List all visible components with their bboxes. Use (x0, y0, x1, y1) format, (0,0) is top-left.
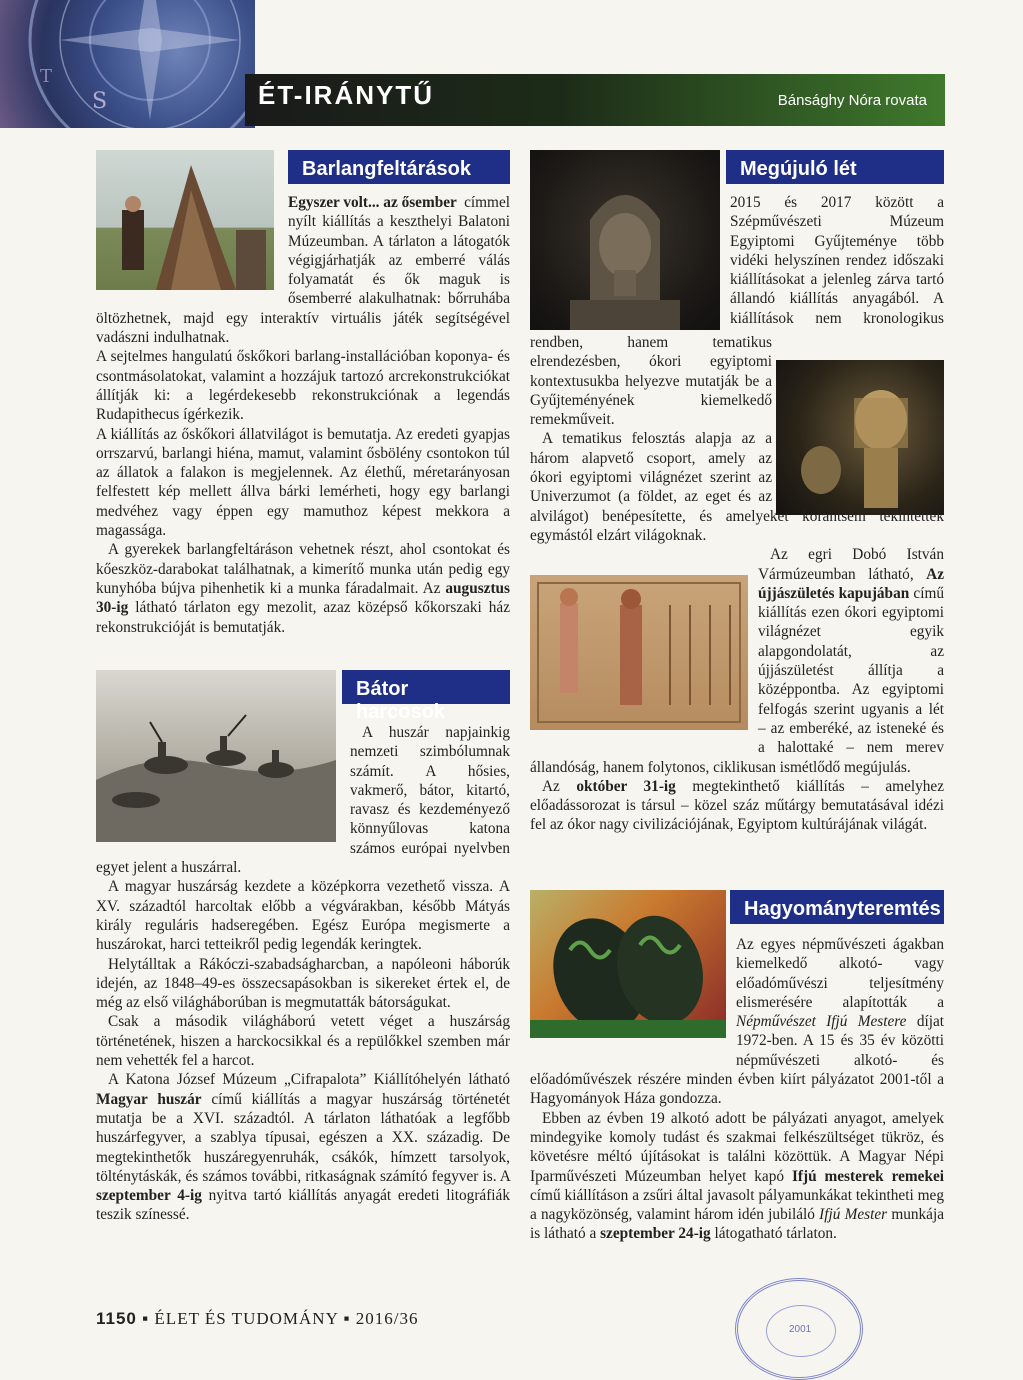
megujulo-p4-c: megtekinthető kiállítás – amelyhez előadássorozat is társul – közel száz műtárgy bemutatásával idézi fel az ókor nagy civilizációjának, Egyiptom kultúrájának világát. (530, 777, 944, 834)
megujulo-date: október 31-ig (576, 777, 676, 795)
svg-text:S: S (92, 89, 108, 114)
issue-number: 2016/36 (355, 1309, 419, 1328)
bator-paragraph-4: Csak a második világháború vetett véget a huszárság történetének, hiszen a harckocsikkal és a repülőkkel szemben már nem vehették fel a harcot. (96, 1013, 510, 1070)
hagyomany-ifju-mester: Ifjú Mester (819, 1206, 888, 1224)
stamp-year: 2001 (789, 1324, 812, 1335)
barlang-lead-bold: Egyszer volt... az ősember (288, 194, 457, 211)
heading-barlangfeltarasok: Barlangfeltárások (288, 150, 510, 184)
magazine-name: ÉLET ÉS TUDOMÁNY (154, 1309, 339, 1328)
hagyomany-p1-a: Az egyes népművészeti ágakban kiemelkedő alkotó- vagy előadóművészi teljesítmény elismerésére alapították a (736, 936, 944, 1011)
hagyomany-p2-c: című kiállításon a zsűri által javasolt pályamunkákat tekintheti meg a nagyközönség, valamint három idén jubiláló (530, 1186, 944, 1224)
megujulo-body (530, 193, 944, 835)
megujulo-p3-a: Az egri Dobó István Vármúzeumban látható, (758, 546, 944, 583)
page-footer: 1150 ▪ ÉLET ÉS TUDOMÁNY ▪ 2016/36 (96, 1309, 419, 1328)
hagyomany-award: Népművészet Ifjú Mestere (736, 1013, 907, 1031)
bator-body (96, 723, 510, 1225)
bator-p5-a: A Katona József Múzeum „Cifrapalota” Kiállítóhelyén látható (108, 1071, 510, 1089)
heading-bator-harcosok: Bátor harcosok (342, 670, 510, 704)
page-number: 1150 (96, 1309, 137, 1328)
megujulo-p4-a: Az (542, 777, 577, 795)
megujulo-paragraph-1: 2015 és 2017 között a Szépművészeti Múzeum Egyiptomi Gyűjteménye több vidéki helyszínen rendez időszaki kiállításokat a jelenleg zárva tartó állandó kiállítás anyagából. A kiállítások nem kronologikus rendben, hanem tematikus elrendezésben, ókori egyiptomi kontextusukba helyezve mutatják be a Gyűjteményének kiemelkedő remekműveit. (530, 194, 944, 429)
hagyomany-p1-c: díjat 1972-ben. A 15 és 35 év közötti népművészeti alkotó- és előadóművészek részére minden évben kiírt pályázatot 2001-től a Hagyományok Háza gondozza. (530, 1013, 945, 1108)
barlang-date: augusztus 30-ig (96, 579, 510, 617)
hagyomany-p2-a: Ebben az évben 19 alkotó adott be pályázati anyagot, amelyek mindegyike komoly tudást és szakmai felkészültséget tükröz, és követésre méltó újításokat is találni közöttük. A Magyar Népi Iparművészeti Múzeumban helyet kapó (530, 1109, 944, 1185)
barlang-paragraph-3: A kiállítás az őskőkori állatvilágot is bemutatja. Az eredeti gyapjas orrszarvú, barlangi hiéna, mamut, valamint ősbölény csontokon túl az állatok a falakon is megjelennek. Az élethű, méretarányosan felfestett kép mellett állva bárki lemérheti, hogy egy barlangi medvéhez vagy éppen egy mamuthoz képest mekkora a magassága. (96, 425, 510, 540)
megujulo-exhibit-title: Az újjászületés kapujában (758, 565, 944, 602)
compass-rose-image (0, 0, 255, 128)
hagyomany-body (530, 935, 944, 1244)
bator-paragraph-1: A huszár napjainkig nemzeti szimbólumnak számít. A hősies, vakmerő, bátor, kitartó, ravasz és kezdeményező könnyűlovas katona számos európai nyelvben egyet jelent a huszárral. (96, 724, 510, 877)
column-author: Bánsághy Nóra rovata (777, 92, 927, 109)
bator-p5-c: című kiállítás a magyar huszárság történetét mutatja be a XVI. századtól. A tárlaton láthatóak a legfőbb huszárfegyver, a szablya típusai, egészen a XX. századig. De megtekinthetők huszáregyenruhák, csákók, hímzett tarsolyok, tölténytáskák, és számos további, ritkaságnak számító fegyver is. A (96, 1090, 510, 1185)
bator-exhibit-title: Magyar huszár (96, 1090, 202, 1108)
hagyomany-exhibit-title: Ifjú mesterek remekei (791, 1167, 945, 1185)
hagyomany-date: szeptember 24-ig (600, 1225, 711, 1243)
hagyomany-p2-g: látogatható tárlaton. (710, 1225, 837, 1243)
barlang-p4-c: látható tárlaton egy mezolit, azaz középső kőkorszaki ház rekonstrukcióját is bemutatják. (96, 599, 510, 636)
barlang-lead-text: címmel nyílt kiállítás a keszthelyi Balatoni Múzeumban. A tárlaton a látogatók végigjárhatják az emberré válás folyamatát és ők maguk is ősemberré alakulhatnak: bőrruhába öltözhetnek, majd egy interaktív virtuális játék segítségével vadászni indulhatnak. (96, 194, 510, 347)
svg-text:T: T (40, 66, 53, 87)
heading-hagyomanyteremtes: Hagyományteremtés (730, 890, 944, 924)
megujulo-p3-c: című kiállítás ezen ókori egyiptomi világnézet egyik alapgondolatát, az újjászületést állítja a középpontba. Az egyiptomi felfogás szerint ugyanis a lét – az emberéké, az isteneké és a halottaké – nem merev állandóság, hanem folytonos, ciklikusan ismétlődő megújulás. (530, 584, 944, 776)
bator-p5-e: nyitva tartó kiállítás anyagát eredeti litográfiák teszik színessé. (96, 1187, 510, 1224)
library-stamp (735, 1278, 863, 1380)
megujulo-paragraph-2: A tematikus felosztás alapja az a három alapvető csoport, amely az ókori egyiptomi világnézet szerint az Univerzumot (a földet, az eget és az alvilágot) benépesítette, és amelyeket korántsem tekintettek egymástól elzárt világoknak. (530, 430, 944, 544)
bator-paragraph-3: Helytálltak a Rákóczi-szabadságharcban, a napóleoni háborúk idején, az 1848–49-es összecsapásokban is sikereket értek el, de még az első világháborúban is megmutatták bátorságukat. (96, 955, 510, 1012)
section-title: ÉT-IRÁNYTŰ (258, 80, 434, 110)
barlang-paragraph-2: A sejtelmes hangulatú őskőkori barlang-installációban koponya- és csontmásolatokat, valamint a hozzájuk tartozó arcrekonstrukciókat állítják ki: a legérdekesebb rekonstrukciónak a legendás Rudapithecus ígérkezik. (96, 348, 510, 424)
bator-paragraph-2: A magyar huszárság kezdete a középkorra vezethető vissza. A XV. századtól harcoltak előbb a végvárakban, később Mátyás király reguláris hadseregében. Egész Európa megismerte a huszárokat, harci tetteikről pedig legendák keringtek. (96, 878, 510, 954)
barlang-p4-a: A gyerekek barlangfeltáráson vehetnek részt, ahol csontokat és kőeszköz-darabokat találhatnak, a kimerítő munka után pedig egy kunyhóba bújva pihenhetik ki a munka fáradalmait. Az (96, 541, 510, 597)
heading-megujulo-let: Megújuló lét (726, 150, 944, 184)
hagyomany-p2-e: munkája is látható a (530, 1206, 945, 1243)
bator-date: szeptember 4-ig (96, 1187, 202, 1205)
barlang-body (96, 193, 510, 637)
